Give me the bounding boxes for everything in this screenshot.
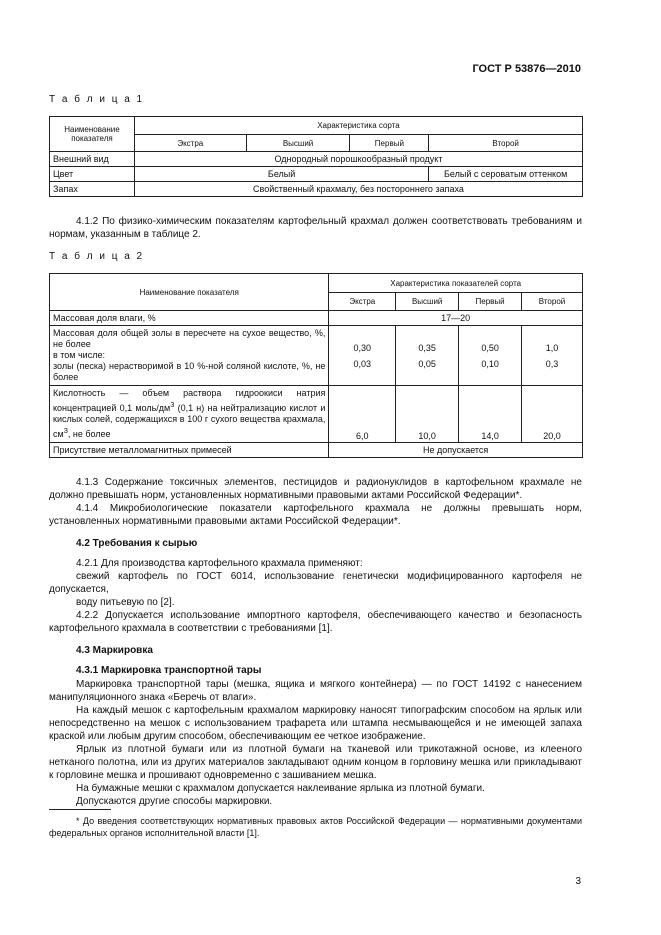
ash-cell bbox=[522, 326, 583, 386]
table1 bbox=[49, 116, 583, 197]
section-heading-4-3: 4.3 Маркировка bbox=[76, 645, 153, 656]
table2 bbox=[49, 273, 583, 458]
sand-name: золы (песка) нерастворимой в 10 %-ной соляной кислоте, %, не более bbox=[53, 361, 326, 382]
paragraph-4-1-4: 4.1.4 Микробиологические показатели картофельного крахмала не должны превышать норм, установленных нормативными правовыми актами Российской Федерации*. bbox=[49, 503, 582, 527]
row-name: Внешний вид bbox=[50, 152, 135, 167]
acid-text: Кислотность — объем раствора гидроокиси натрия концентрацией 0,1 моль/дм bbox=[53, 388, 326, 413]
ash-name: Массовая доля общей золы в пересчете на сухое вещество, %, не более bbox=[53, 328, 326, 349]
acid-value: 6,0 bbox=[329, 386, 396, 443]
paragraph-4-3-1-e: Допускаются другие способы маркировки. bbox=[76, 796, 273, 807]
row-name-ash bbox=[50, 326, 329, 386]
footnote-divider bbox=[49, 809, 111, 810]
row-name: Запах bbox=[50, 182, 135, 197]
page-number: 3 bbox=[575, 876, 581, 887]
document-code: ГОСТ Р 53876—2010 bbox=[472, 63, 581, 75]
ash-value: 0,50 bbox=[481, 342, 499, 353]
acid-value: 10,0 bbox=[396, 386, 459, 443]
table2-group-header: Характеристика показателей сорта bbox=[329, 274, 583, 293]
table1-grade: Первый bbox=[350, 135, 429, 152]
table2-grade: Экстра bbox=[329, 293, 396, 311]
table2-grade: Первый bbox=[459, 293, 522, 311]
section-heading-4-2: 4.2 Требования к сырью bbox=[76, 538, 198, 549]
row-name: Присутствие металломагнитных примесей bbox=[50, 443, 329, 458]
paragraph-4-3-1-b: На каждый мешок с картофельным крахмалом маркировку наносят типографским способом на ярлык или непосредственно на мешок с использованием трафарета или штампа несмывающейся и не имеющей запаха краской или любым другим способом, обеспечивающим ее четкое изображение. bbox=[49, 705, 582, 742]
table-row bbox=[50, 386, 583, 443]
acid-text: , не более bbox=[67, 429, 111, 439]
table-row bbox=[50, 152, 583, 167]
paragraph-4-2-1: 4.2.1 Для производства картофельного крахмала применяют: bbox=[76, 558, 363, 569]
ash-value: 0,30 bbox=[353, 342, 372, 353]
paragraph-4-2-1-a: свежий картофель по ГОСТ 6014, использование генетически модифицированного картофеля не допускается, bbox=[49, 571, 582, 595]
acid-sup: 3 bbox=[170, 400, 175, 409]
row-value: 17—20 bbox=[329, 311, 583, 326]
row-value: Свойственный крахмалу, без постороннего запаха bbox=[134, 182, 582, 197]
ash-cell bbox=[396, 326, 459, 386]
row-name-acidity bbox=[50, 386, 329, 443]
ash-subnote: в том числе: bbox=[53, 350, 105, 360]
paragraph-4-2-1-b: воду питьевую по [2]. bbox=[76, 597, 175, 608]
paragraph-4-3-1-d: На бумажные мешки с крахмалом допускается наклеивание ярлыка из плотной бумаги. bbox=[76, 783, 485, 794]
sand-value: 0,10 bbox=[481, 358, 499, 369]
sand-value: 0,03 bbox=[353, 358, 372, 369]
row-value: Белый bbox=[134, 167, 428, 182]
row-name: Массовая доля влаги, % bbox=[50, 311, 329, 326]
table-row bbox=[50, 443, 583, 458]
table2-grade: Высший bbox=[396, 293, 459, 311]
ash-value: 1,0 bbox=[545, 342, 559, 353]
table-row bbox=[50, 311, 583, 326]
paragraph-4-1-3: 4.1.3 Содержание токсичных элементов, пестицидов и радионуклидов в картофельном крахмале не должно превышать норм, установленных нормативными правовыми актами Российской Федерации*. bbox=[49, 477, 582, 501]
section-heading-4-3-1: 4.3.1 Маркировка транспортной тары bbox=[76, 665, 262, 676]
paragraph-4-2-2: 4.2.2 Допускается использование импортного картофеля, обеспечивающего качество и безопасность картофельного крахмала в соответствии с требованиями [1]. bbox=[49, 610, 582, 634]
row-name: Цвет bbox=[50, 167, 135, 182]
footnote: * До введения соответствующих нормативных правовых актов Российской Федерации — нормативными документами федеральных органов исполнительной власти [1]. bbox=[49, 816, 582, 838]
paragraph-4-3-1-c: Ярлык из плотной бумаги или из плотной бумаги на тканевой или трикотажной основе, из клееного нетканого полотна, или из других материалов закладывают одним концом в горловину мешка или прикладывают к горловине мешка и прошивают одновременно с зашиванием мешка. bbox=[49, 744, 582, 781]
table2-caption: Т а б л и ц а 2 bbox=[49, 251, 145, 262]
acid-value: 14,0 bbox=[459, 386, 522, 443]
table-row bbox=[50, 167, 583, 182]
ash-cell bbox=[459, 326, 522, 386]
ash-cell bbox=[329, 326, 396, 386]
acid-sup: 3 bbox=[63, 426, 68, 435]
table1-group-header: Характеристика сорта bbox=[134, 117, 582, 135]
table1-header-name: Наименование показателя bbox=[50, 117, 135, 152]
table1-grade: Экстра bbox=[134, 135, 246, 152]
row-value: Белый с сероватым оттенком bbox=[429, 167, 583, 182]
sand-value: 0,3 bbox=[545, 358, 559, 369]
table2-grade: Второй bbox=[522, 293, 583, 311]
paragraph-4-1-2: 4.1.2 По физико-химическим показателям картофельный крахмал должен соответствовать требованиям и нормам, указанным в таблице 2. bbox=[49, 216, 582, 240]
table-row bbox=[50, 326, 583, 386]
table1-grade: Второй bbox=[429, 135, 583, 152]
ash-value: 0,35 bbox=[418, 342, 436, 353]
paragraph-4-3-1-a: Маркировка транспортной тары (мешка, ящика и мягкого контейнера) — по ГОСТ 14192 с нанесением манипуляционного знака «Беречь от влаги». bbox=[49, 679, 582, 703]
table2-header-name: Наименование показателя bbox=[50, 274, 329, 311]
table1-grade: Высший bbox=[246, 135, 350, 152]
sand-value: 0,05 bbox=[418, 358, 436, 369]
table-row bbox=[50, 182, 583, 197]
table1-caption: Т а б л и ц а 1 bbox=[49, 94, 145, 105]
acid-value: 20,0 bbox=[522, 386, 583, 443]
row-value: Не допускается bbox=[329, 443, 583, 458]
row-value: Однородный порошкообразный продукт bbox=[134, 152, 582, 167]
acid-text: (0,1 н) на нейтрализацию кислот и кислых солей, содержащихся в 100 г сухого вещества крахмала, см bbox=[53, 403, 326, 439]
